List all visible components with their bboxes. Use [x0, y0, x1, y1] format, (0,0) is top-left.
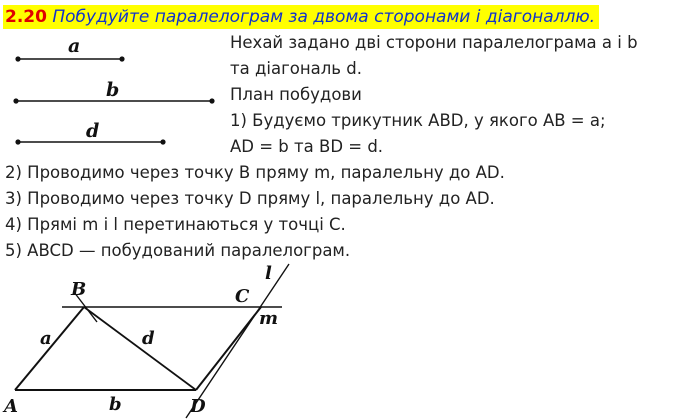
task-title: Побудуйте паралелограм за двома сторонами і діагоналлю. [52, 7, 596, 27]
line-m-label: m [259, 308, 279, 329]
side-dc [196, 307, 261, 390]
step-3: 3) Проводимо через точку D пряму l, паралельну до AD. [5, 189, 495, 208]
line-l-label: l [265, 263, 272, 284]
text-line-1: Нехай задано дві сторони паралелограма a і b [230, 33, 638, 52]
given-segments-figure [0, 30, 225, 170]
parallelogram-figure [0, 262, 310, 420]
segment-b-label: b [106, 79, 120, 101]
segment-d [15, 120, 165, 145]
segment-b [13, 79, 214, 104]
side-a-label: a [40, 328, 52, 349]
step-2: 2) Проводимо через точку B пряму m, паралельну до AD. [5, 163, 505, 182]
step-4: 4) Прямі m і l перетинаються у точці C. [5, 215, 346, 234]
diagonal-d-label: d [142, 328, 155, 349]
segment-a-label: a [68, 35, 81, 57]
vertex-a-label: A [4, 396, 18, 417]
plan-heading: План побудови [230, 85, 362, 104]
segment-d-label: d [86, 120, 100, 142]
task-title-bar [3, 5, 599, 29]
step-1-line-2: AD = b та BD = d. [230, 137, 384, 156]
task-number: 2.20 [5, 7, 47, 27]
vertex-d-label: D [190, 396, 206, 417]
step-5: 5) ABCD — побудований паралелограм. [5, 241, 351, 260]
step-1-line-1: 1) Будуємо трикутник ABD, у якого AB = a; [230, 111, 606, 130]
vertex-c-label: C [235, 286, 250, 307]
side-b-label: b [109, 394, 122, 415]
segment-a [15, 35, 124, 62]
text-line-2: та діагональ d. [230, 59, 362, 78]
diagonal-bd [84, 307, 196, 390]
vertex-b-label: B [71, 279, 87, 300]
